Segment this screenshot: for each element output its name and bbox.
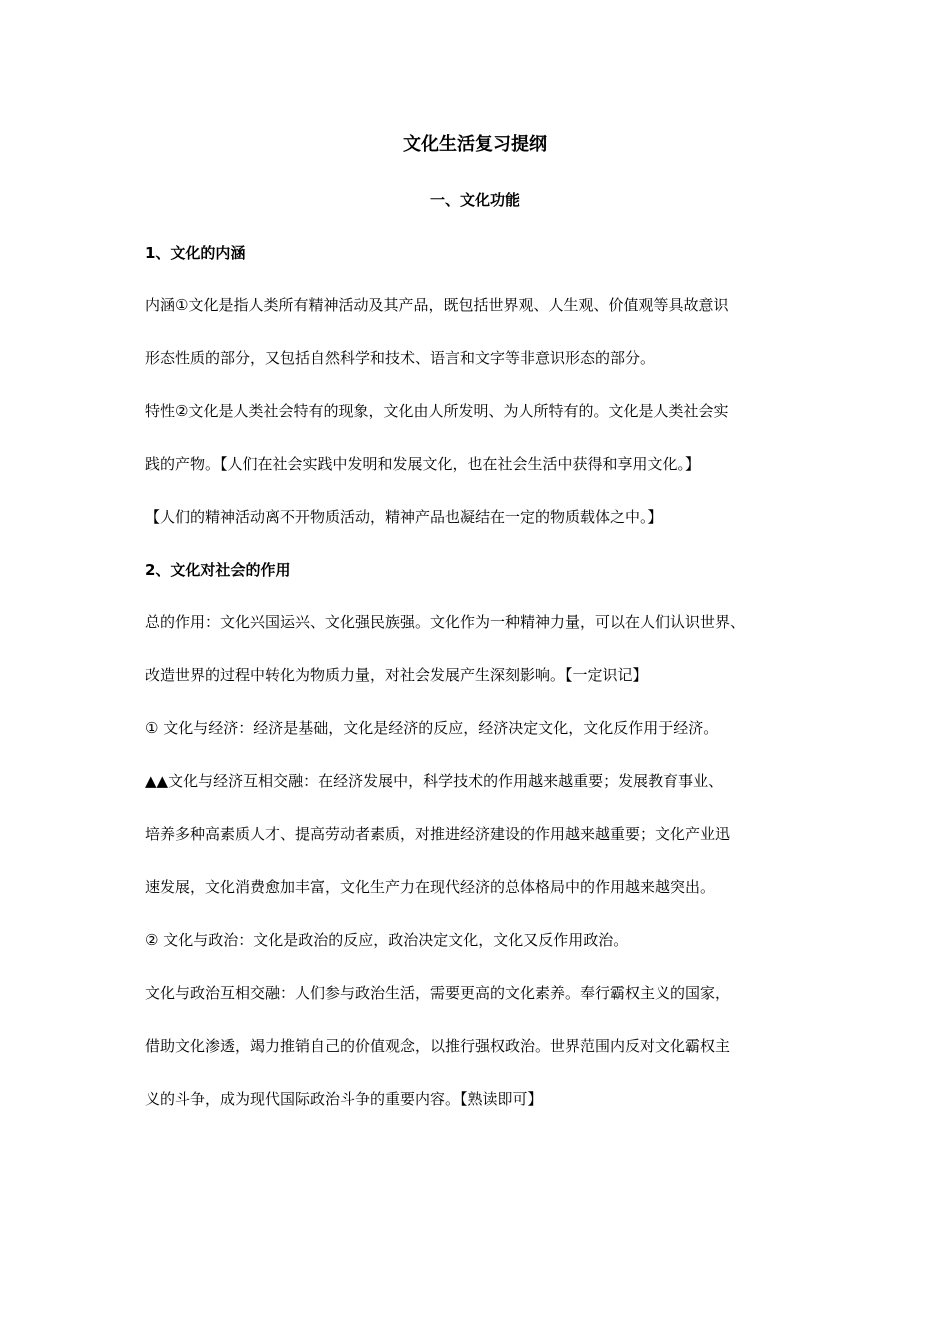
subsection-heading-1: 1、文化的内涵 [145,244,246,262]
paragraph-line: 义的斗争，成为现代国际政治斗争的重要内容。【熟读即可】 [145,1090,543,1108]
paragraph-line: 特性②文化是人类社会特有的现象，文化由人所发明、为人所特有的。文化是人类社会实 [145,402,729,420]
paragraph-line: 培养多种高素质人才、提高劳动者素质，对推进经济建设的作用越来越重要；文化产业迅 [145,825,731,843]
subsection-heading-2: 2、文化对社会的作用 [145,561,291,579]
document-title: 文化生活复习提纲 [403,134,547,155]
section-heading: 一、文化功能 [429,191,520,209]
paragraph-line: 文化与政治互相交融：人们参与政治生活，需要更高的文化素养。奉行霸权主义的国家， [145,984,731,1002]
paragraph-line: 内涵①文化是指人类所有精神活动及其产品，既包括世界观、人生观、价值观等具故意识 [145,296,729,314]
paragraph-line: 速发展，文化消费愈加丰富，文化生产力在现代经济的总体格局中的作用越来越突出。 [145,878,716,896]
paragraph-line: 改造世界的过程中转化为物质力量，对社会发展产生深刻影响。【一定识记】 [145,666,648,684]
paragraph-line: ② 文化与政治：文化是政治的反应，政治决定文化，文化又反作用政治。 [145,931,629,949]
paragraph-line: 总的作用：文化兴国运兴、文化强民族强。文化作为一种精神力量，可以在人们认识世界、 [145,613,746,631]
paragraph-line: 借助文化渗透，竭力推销自己的价值观念，以推行强权政治。世界范围内反对文化霸权主 [145,1037,731,1055]
paragraph-line: 践的产物。【人们在社会实践中发明和发展文化，也在社会生活中获得和享用文化。】 [145,455,701,473]
paragraph-line: ① 文化与经济：经济是基础，文化是经济的反应，经济决定文化，文化反作用于经济。 [145,719,719,737]
paragraph-line: 形态性质的部分，又包括自然科学和技术、语言和文字等非意识形态的部分。 [145,349,656,367]
paragraph-line: 【人们的精神活动离不开物质活动，精神产品也凝结在一定的物质载体之中。】 [145,508,663,526]
paragraph-line: ▲▲文化与经济互相交融：在经济发展中，科学技术的作用越来越重要；发展教育事业、 [145,772,724,790]
